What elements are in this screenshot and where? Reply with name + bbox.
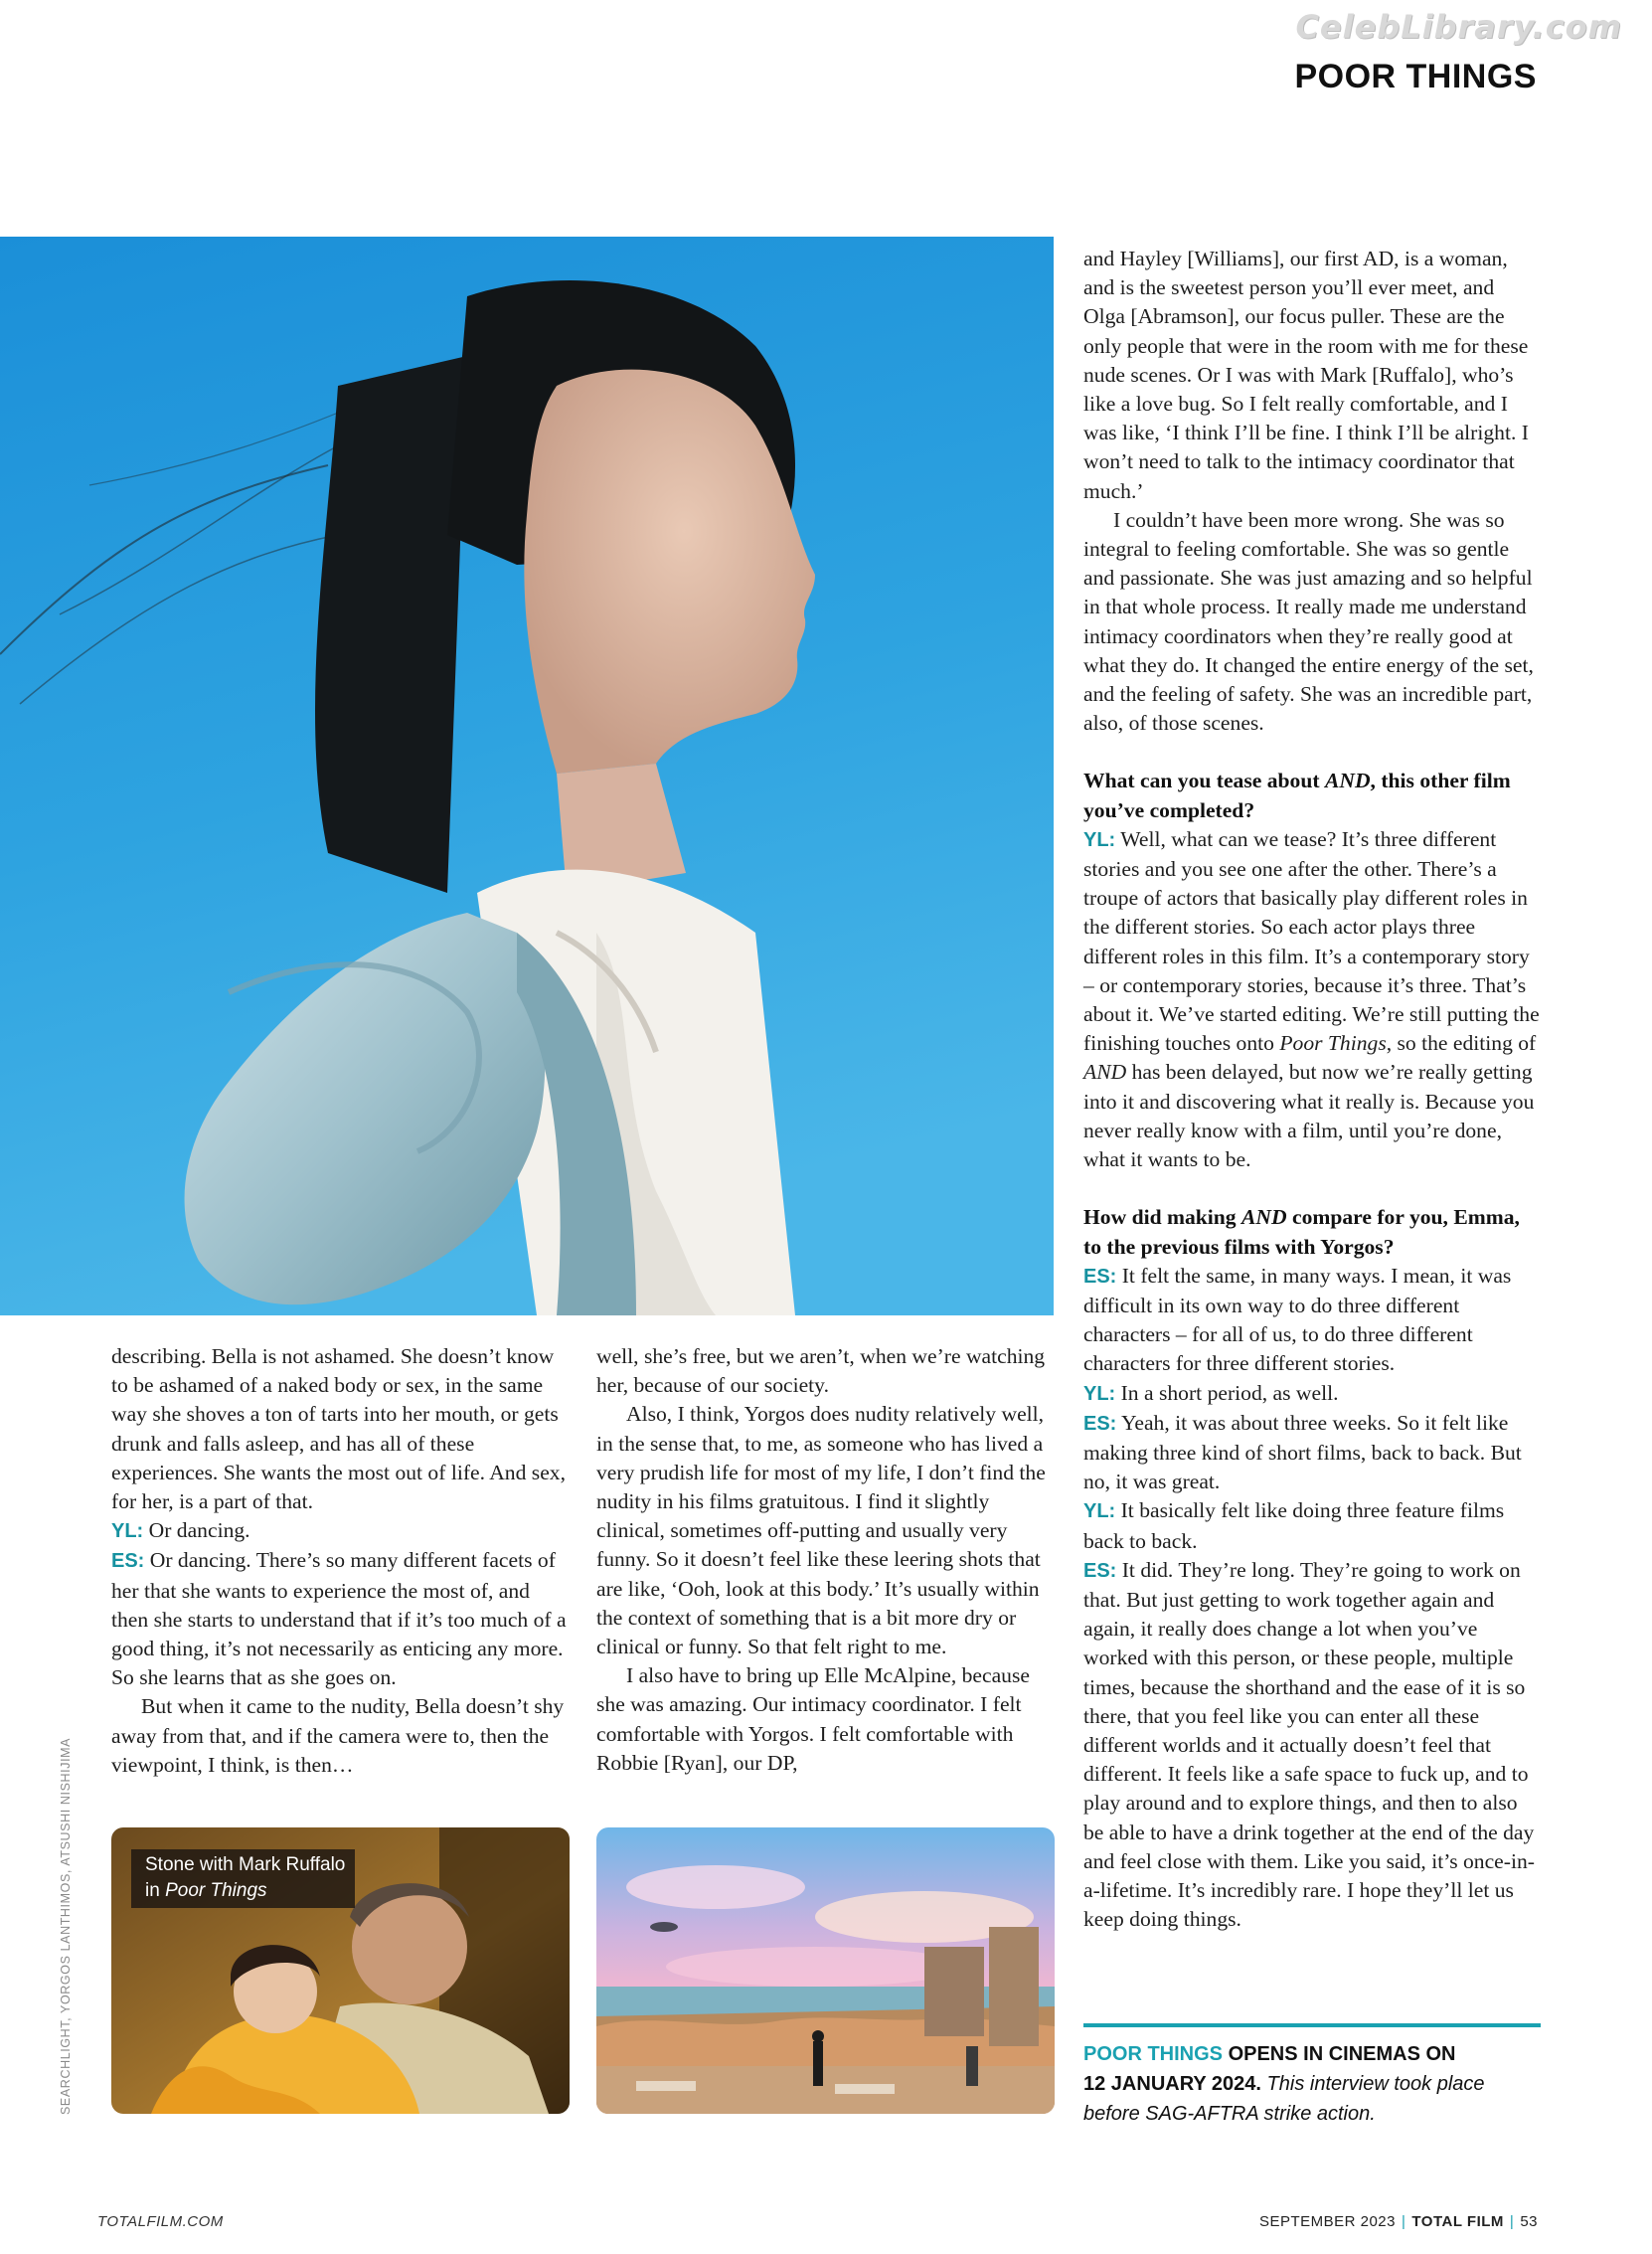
footer-issue-date: SEPTEMBER 2023	[1258, 2213, 1396, 2230]
speaker-label: ES:	[1083, 1559, 1117, 1582]
speaker-label: YL:	[111, 1520, 144, 1543]
interview-answer	[1083, 1379, 1541, 1409]
speaker-label: YL:	[1083, 828, 1116, 851]
paragraph: well, she’s free, but we aren’t, when we’re watching her, because of our society.	[596, 1344, 1046, 1398]
hero-photo-illustration	[0, 237, 1054, 1315]
interview-answer	[1083, 1556, 1541, 1935]
interview-question	[1083, 1203, 1541, 1261]
photo-cityscape-illustration	[596, 1827, 1055, 2114]
speaker-label: ES:	[1083, 1265, 1117, 1288]
interview-question	[1083, 767, 1541, 824]
interview-answer	[1083, 1262, 1541, 1379]
interview-answer	[1083, 1496, 1541, 1555]
paragraph: But when it came to the nudity, Bella doesn’t shy away from that, and if the camera were to, then the viewpoint, I think, is then…	[111, 1694, 565, 1777]
release-info	[1083, 2023, 1541, 2129]
paragraph: and Hayley [Williams], our first AD, is a woman, and is the sweetest person you’ll ever meet, and Olga [Abramson], our focus puller. These are the only people that were in the room with me for these nude scenes. Or I was with Mark [Ruffalo], who’s like a love bug. So I felt really comfortable, and I was like, ‘I think I’ll be fine. I think I’ll be alright. I won’t need to talk to the intimacy coordinator that much.’	[1083, 247, 1529, 503]
section-title: POOR THINGS	[1294, 58, 1537, 95]
release-date: 12 JANUARY 2024.	[1083, 2073, 1261, 2095]
answer-text: In a short period, as well.	[1115, 1380, 1339, 1405]
speaker-label: ES:	[1083, 1412, 1117, 1435]
answer-text: Or dancing.	[143, 1518, 250, 1543]
film-title: AND	[1324, 769, 1371, 793]
question-text: compare for you, Emma, to the previous films with Yorgos?	[1083, 1205, 1520, 1259]
photo-credit: SEARCHLIGHT, YORGOS LANTHIMOS, ATSUSHI NISHIJIMA	[59, 1737, 73, 2115]
caption-line: Stone with Mark Ruffalo	[145, 1854, 346, 1875]
speaker-label: ES:	[111, 1550, 145, 1573]
answer-text: It basically felt like doing three feature films back to back.	[1083, 1498, 1505, 1553]
article-column-right	[1083, 245, 1541, 1934]
footer-folio	[1259, 2213, 1538, 2230]
caption-prefix: in	[145, 1880, 166, 1901]
caption-line	[145, 1878, 345, 1904]
interview-answer	[111, 1516, 571, 1546]
footer-separator: |	[1402, 2213, 1406, 2230]
page-number: 53	[1520, 2213, 1538, 2230]
speaker-label: YL:	[1083, 1500, 1116, 1523]
interview-answer	[1083, 825, 1541, 1174]
photo-cityscape	[596, 1827, 1055, 2114]
photo-stone-ruffalo	[111, 1827, 570, 2114]
footer-separator: |	[1509, 2213, 1515, 2230]
film-title: Poor Things	[1279, 1031, 1387, 1056]
photo-caption	[131, 1849, 355, 1908]
footer-site: TOTALFILM.COM	[97, 2213, 224, 2230]
answer-text: , so the editing of	[1386, 1031, 1537, 1056]
hero-photo	[0, 237, 1054, 1315]
article-column-left	[111, 1342, 571, 1780]
release-opens-text: OPENS IN CINEMAS ON	[1223, 2043, 1456, 2065]
paragraph-gap	[1083, 738, 1541, 767]
paragraph: describing. Bella is not ashamed. She doesn’t know to be ashamed of a naked body or sex, in the same way she shoves a ton of tarts into her mouth, or gets drunk and falls asleep, and has all of these experiences. She wants the most out of life. And sex, for her, is a part of that.	[111, 1344, 566, 1514]
answer-text: has been delayed, but now we’re really getting into it and discovering what it really is. Because you never really know with a film, until you’re done, what it wants to be.	[1083, 1060, 1535, 1172]
answer-text: Yeah, it was about three weeks. So it felt like making three kind of short films, back to back. But no, it was great.	[1083, 1410, 1522, 1494]
paragraph: I also have to bring up Elle McAlpine, because she was amazing. Our intimacy coordinator. I felt comfortable with Yorgos. I felt comfortable with Robbie [Ryan], our DP,	[596, 1663, 1030, 1775]
question-text: What can you tease about	[1083, 769, 1325, 793]
answer-text: Well, what can we tease? It’s three different stories and you see one after the other. There’s a troupe of actors that basically play different roles in the different stories. So each actor plays three different roles in this film. It’s a contemporary story – or contemporary stories, because it’s three. That’s about it. We’ve started editing. We’re still putting the finishing touches onto	[1083, 826, 1540, 1056]
article-column-middle	[596, 1342, 1056, 1778]
speaker-label: YL:	[1083, 1382, 1116, 1405]
film-title: AND	[1083, 1060, 1127, 1085]
answer-text: It did. They’re long. They’re going to work on that. But just getting to work together again and again, it really does change a lot when you’ve worked with this person, or these people, multiple times, because the shorthand and the ease of it is so there, that you feel like you can enter all these different worlds and it actually doesn’t feel that different. It feels like a safe space to fuck up, and to play around and to explore things, and then to also be able to have a drink together at the end of the day and feel close with them. Like you said, it’s once-in-a-lifetime. It’s incredibly rare. I hope they’ll let us keep doing things.	[1083, 1557, 1535, 1932]
answer-text: It felt the same, in many ways. I mean, it was difficult in its own way to do three different characters – for all of us, to do three different characters for three different stories.	[1083, 1263, 1512, 1376]
footer-magazine-name: TOTAL FILM	[1411, 2213, 1504, 2230]
release-film-title: POOR THINGS	[1083, 2043, 1224, 2065]
paragraph: Also, I think, Yorgos does nudity relatively well, in the sense that, to me, as someone who has lived a very prudish life for most of my life, I don’t find the nudity in his films gratuitous. I find it slightly clinical, sometimes off-putting and usually very funny. So it doesn’t feel like these leering shots that are like, ‘Ooh, look at this body.’ It’s usually within the context of something that is a bit more dry or clinical or funny. So that felt right to me.	[596, 1402, 1046, 1659]
release-note: This interview took place before SAG-AFTRA strike action.	[1083, 2073, 1485, 2125]
question-text: , this other film you’ve completed?	[1083, 769, 1511, 822]
interview-answer	[111, 1546, 571, 1692]
watermark: CelebLibrary.com	[1295, 8, 1622, 46]
question-text: How did making	[1083, 1205, 1242, 1230]
paragraph-gap	[1083, 1174, 1541, 1203]
film-title: AND	[1241, 1205, 1287, 1230]
answer-text: Or dancing. There’s so many different facets of her that she wants to experience the most of, and then she starts to understand that if it’s too much of a good thing, it’s not necessarily as enticing any more. So she learns that as she goes on.	[111, 1548, 567, 1690]
caption-film-title: Poor Things	[165, 1880, 267, 1901]
interview-answer	[1083, 1409, 1541, 1497]
paragraph: I couldn’t have been more wrong. She was so integral to feeling comfortable. She was so gentle and passionate. She was just amazing and so helpful in that whole process. It really made me understand intimacy coordinators when they’re really good at what they do. It changed the entire energy of the set, and the feeling of safety. She was an incredible part, also, of those scenes.	[1083, 507, 1534, 736]
